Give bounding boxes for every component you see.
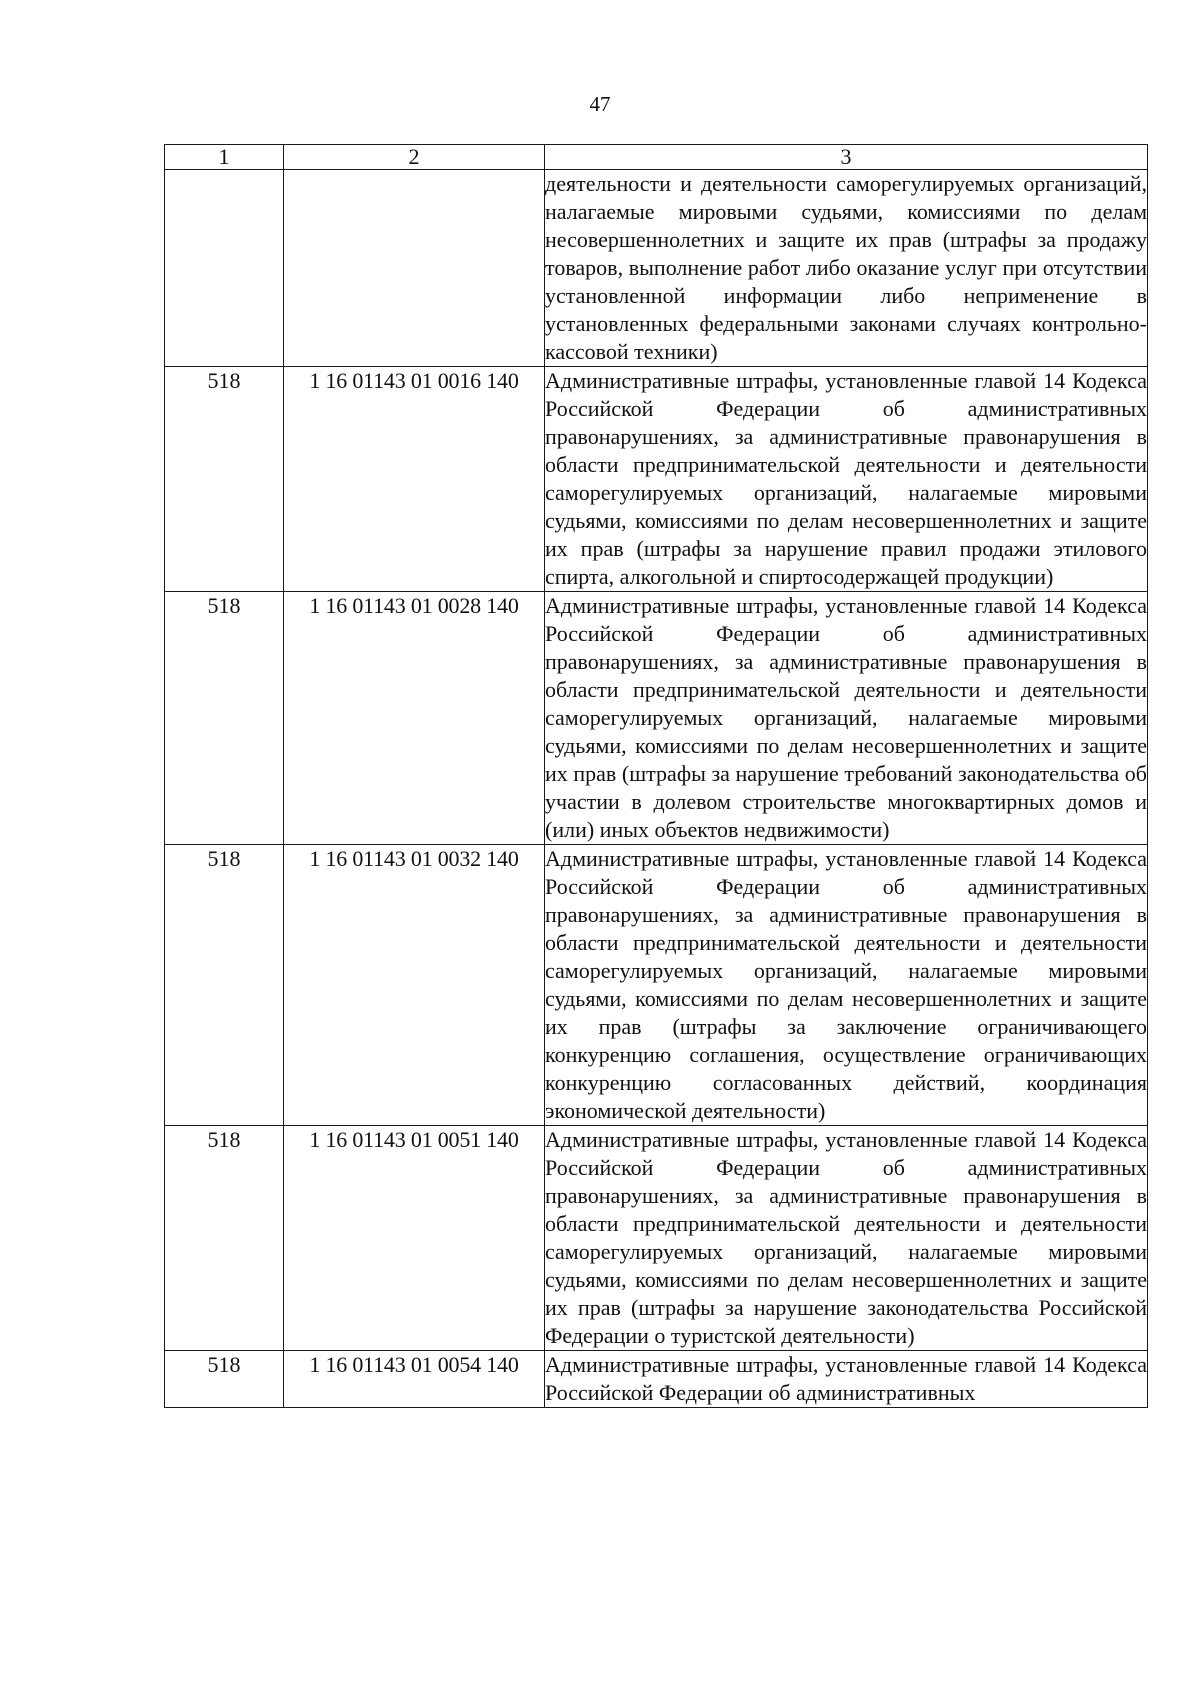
description-cell: деятельности и деятельности саморегулируемых организаций, налагаемые мировыми судьями, комиссиями по делам несовершеннолетних и защите их прав (штрафы за продажу товаров, выполнение работ либо оказание услуг при отсутствии установленной информации либо неприменение в установленных федеральными законами случаях контрольно-кассовой техники) xyxy=(545,170,1148,367)
description-cell: Административные штрафы, установленные главой 14 Кодекса Российской Федерации об административных правонарушениях, за административные правонарушения в области предпринимательской деятельности и деятельности саморегулируемых организаций, налагаемые мировыми судьями, комиссиями по делам несовершеннолетних и защите их прав (штрафы за нарушение законодательства Российской Федерации о туристской деятельности) xyxy=(545,1126,1148,1351)
budget-code-cell: 1 16 01143 01 0054 140 xyxy=(284,1351,545,1408)
description-cell: Административные штрафы, установленные главой 14 Кодекса Российской Федерации об административных правонарушениях, за административные правонарушения в области предпринимательской деятельности и деятельности саморегулируемых организаций, налагаемые мировыми судьями, комиссиями по делам несовершеннолетних и защите их прав (штрафы за заключение ограничивающего конкуренцию соглашения, осуществление ограничивающих конкуренцию согласованных действий, координация экономической деятельности) xyxy=(545,845,1148,1126)
description-cell: Административные штрафы, установленные главой 14 Кодекса Российской Федерации об административных правонарушениях, за административные правонарушения в области предпринимательской деятельности и деятельности саморегулируемых организаций, налагаемые мировыми судьями, комиссиями по делам несовершеннолетних и защите их прав (штрафы за нарушение требований законодательства об участии в долевом строительстве многоквартирных домов и (или) иных объектов недвижимости) xyxy=(545,592,1148,845)
description-cell: Административные штрафы, установленные главой 14 Кодекса Российской Федерации об административных xyxy=(545,1351,1148,1408)
table-row xyxy=(165,170,1148,367)
admin-code-cell: 518 xyxy=(165,1126,284,1351)
admin-code-cell: 518 xyxy=(165,845,284,1126)
header-col-2: 2 xyxy=(284,145,545,170)
description-cell: Административные штрафы, установленные главой 14 Кодекса Российской Федерации об административных правонарушениях, за административные правонарушения в области предпринимательской деятельности и деятельности саморегулируемых организаций, налагаемые мировыми судьями, комиссиями по делам несовершеннолетних и защите их прав (штрафы за нарушение правил продажи этилового спирта, алкогольной и спиртосодержащей продукции) xyxy=(545,367,1148,592)
page-number: 47 xyxy=(589,92,611,116)
budget-classification-table xyxy=(164,144,1148,1408)
budget-code-cell: 1 16 01143 01 0028 140 xyxy=(284,592,545,845)
budget-code-cell: 1 16 01143 01 0051 140 xyxy=(284,1126,545,1351)
budget-code-cell: 1 16 01143 01 0032 140 xyxy=(284,845,545,1126)
header-col-3: 3 xyxy=(545,145,1148,170)
table-row xyxy=(165,367,1148,592)
admin-code-cell: 518 xyxy=(165,367,284,592)
header-col-1: 1 xyxy=(165,145,284,170)
table-header-row xyxy=(165,145,1148,170)
table-row xyxy=(165,1351,1148,1408)
table-row xyxy=(165,1126,1148,1351)
table-row xyxy=(165,592,1148,845)
admin-code-cell: 518 xyxy=(165,592,284,845)
budget-code-cell xyxy=(284,170,545,367)
budget-code-cell: 1 16 01143 01 0016 140 xyxy=(284,367,545,592)
admin-code-cell xyxy=(165,170,284,367)
table-row xyxy=(165,845,1148,1126)
admin-code-cell: 518 xyxy=(165,1351,284,1408)
